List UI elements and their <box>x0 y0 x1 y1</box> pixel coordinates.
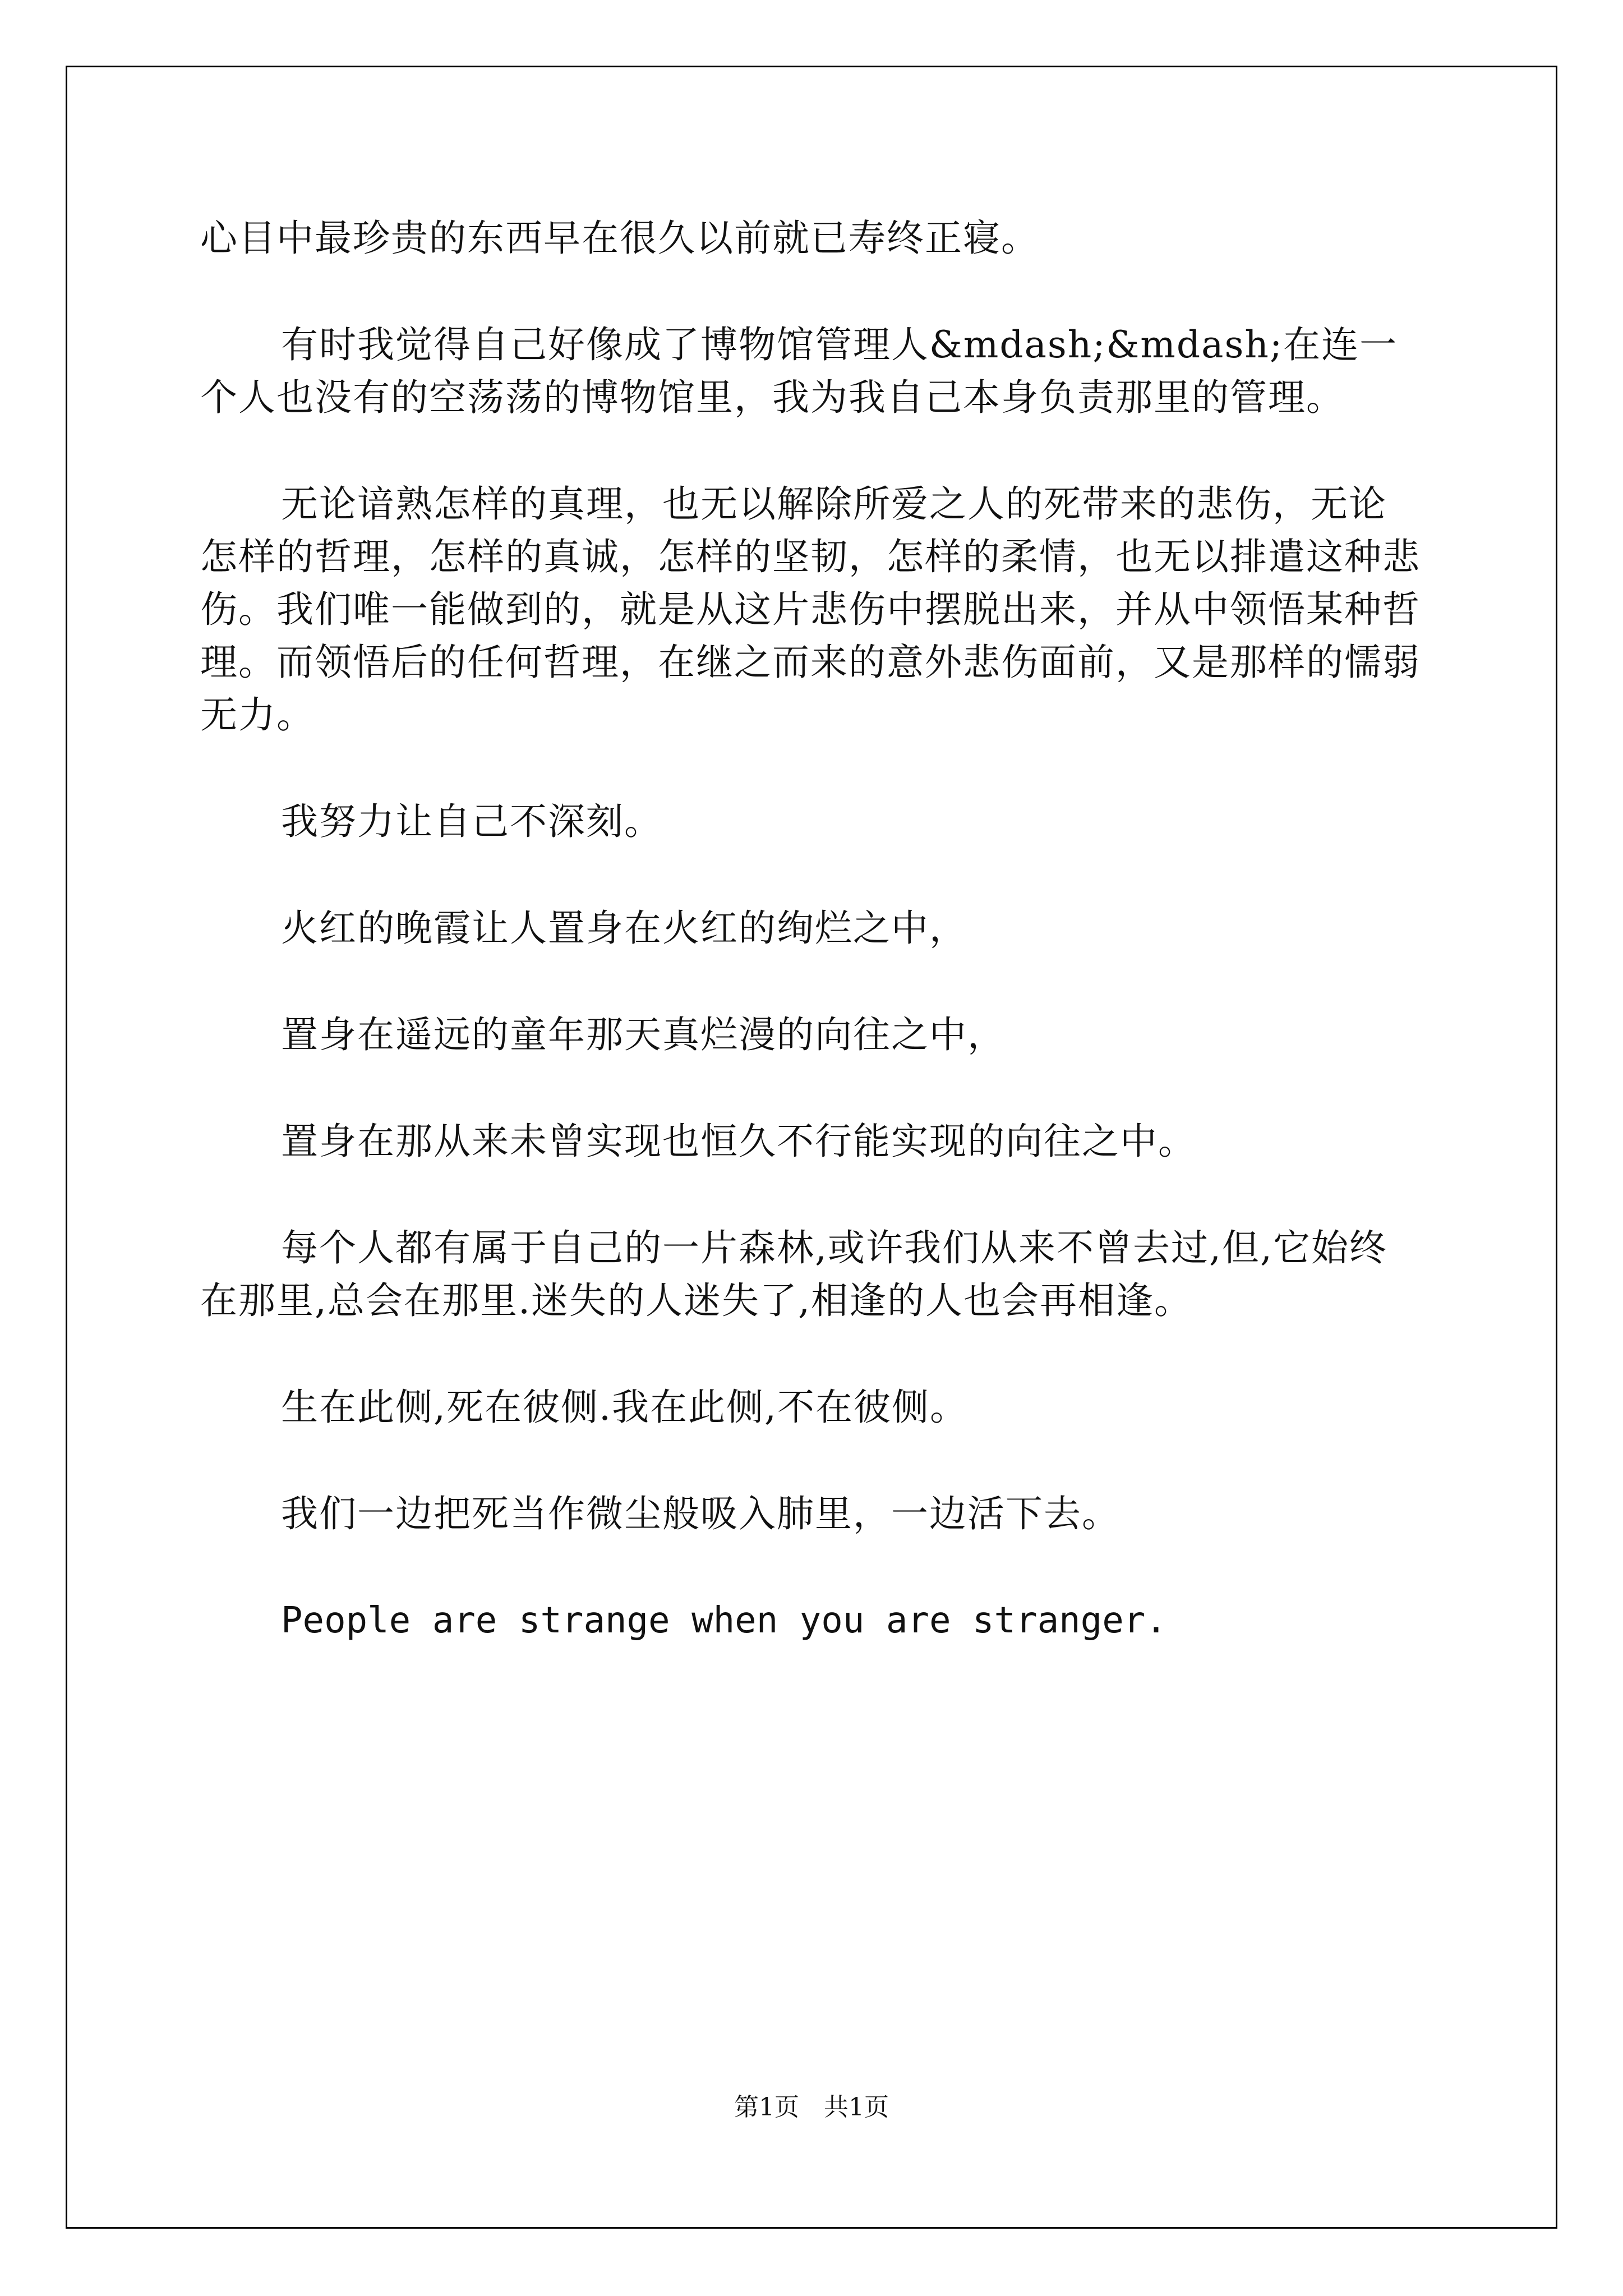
paragraph: 有时我觉得自己好像成了博物馆管理人&mdash;&mdash;在连一个人也没有的空荡荡的博物馆里，我为我自己本身负责那里的管理。 <box>200 323 1398 419</box>
paragraph: 置身在那从来未曾实现也恒久不行能实现的向往之中。 <box>281 1120 1196 1163</box>
paragraph: 心目中最珍贵的东西早在很久以前就已寿终正寝。 <box>200 217 1039 260</box>
paragraph: 每个人都有属于自己的一片森林,或许我们从来不曾去过,但,它始终在那里,总会在那里.迷失的人迷失了,相逢的人也会再相逢。 <box>200 1226 1387 1322</box>
paragraph: 我们一边把死当作微尘般吸入肺里，一边活下去。 <box>281 1492 1120 1535</box>
paragraph-english: People are strange when you are stranger. <box>281 1600 1167 1641</box>
page-number-footer: 第1页 共1页 <box>734 2093 889 2122</box>
paragraph: 无论谙熟怎样的真理，也无以解除所爱之人的死带来的悲伤，无论怎样的哲理，怎样的真诚，怎样的坚韧，怎样的柔情，也无以排遣这种悲伤。我们唯一能做到的，就是从这片悲伤中摆脱出来，并从中领悟某种哲理。而领悟后的任何哲理，在继之而来的意外悲伤面前，又是那样的懦弱无力。 <box>200 482 1421 737</box>
paragraph: 置身在遥远的童年那天真烂漫的向往之中， <box>281 1013 1006 1056</box>
document-body <box>200 212 1423 1701</box>
paragraph: 火红的晚霞让人置身在火红的绚烂之中， <box>281 907 967 950</box>
paragraph: 我努力让自己不深刻。 <box>281 800 662 843</box>
paragraph: 生在此侧,死在彼侧.我在此侧,不在彼侧。 <box>281 1386 968 1429</box>
